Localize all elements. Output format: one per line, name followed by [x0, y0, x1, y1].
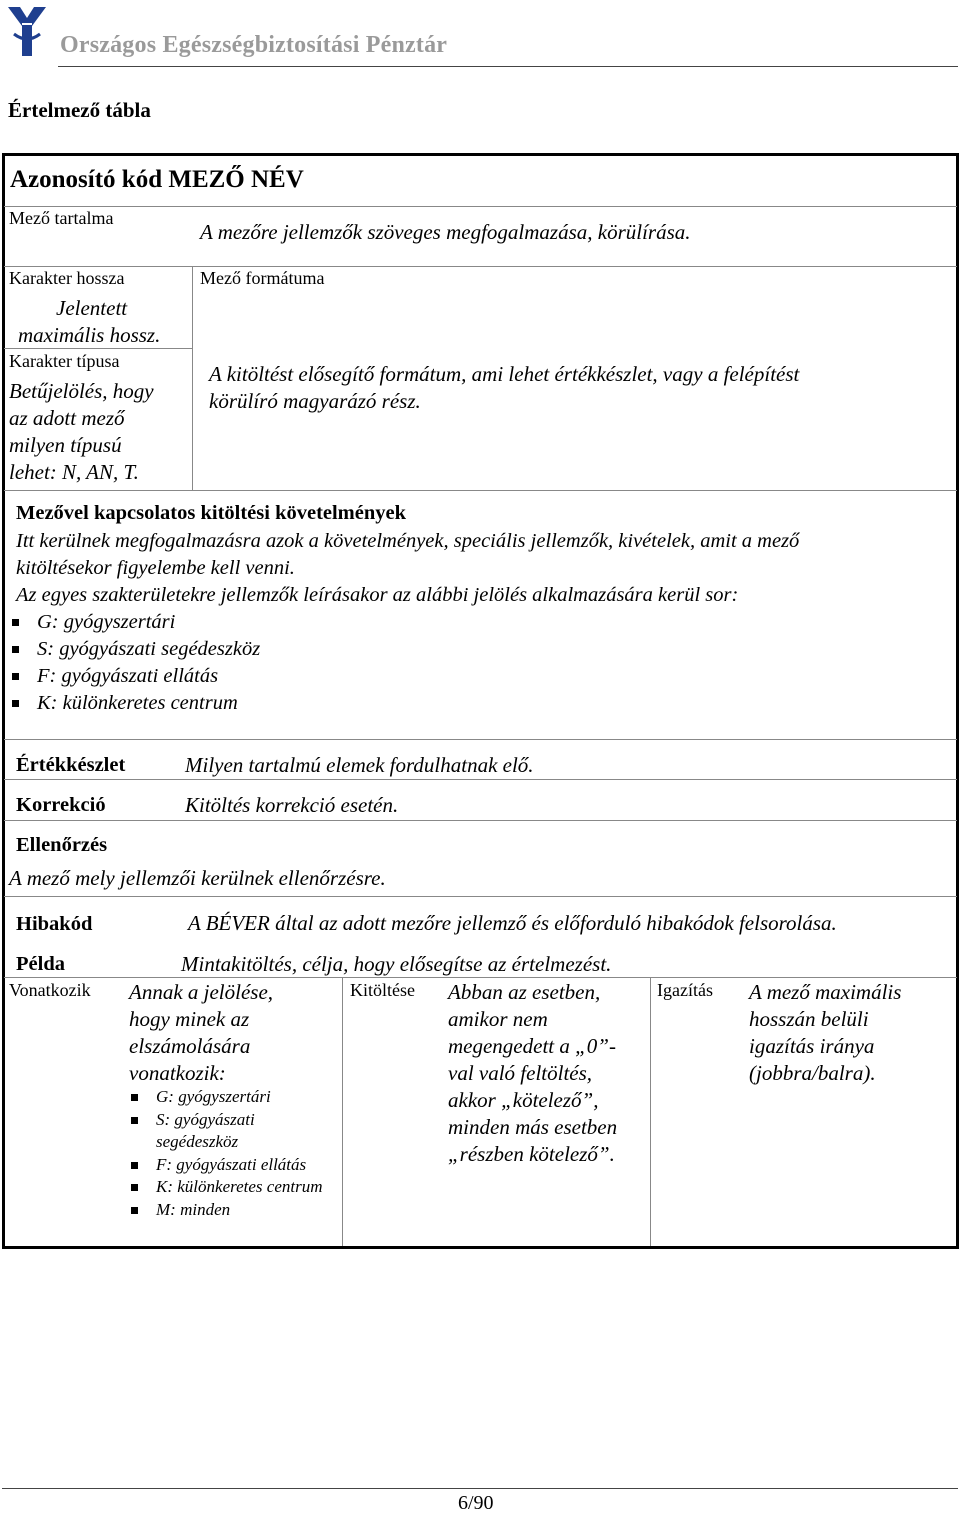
field-content-value: A mezőre jellemzők szöveges megfogalmazása, körülírása.: [200, 220, 691, 244]
field-content-label: Mező tartalma: [9, 208, 114, 228]
row-divider: [4, 739, 957, 740]
applies-to-line: vonatkozik:: [129, 1061, 226, 1085]
requirements-line: Az egyes szakterületekre jellemzők leírásakor az alábbi jelölés alkalmazására kerül sor:: [16, 584, 739, 606]
fill-line: minden más esetben: [448, 1115, 618, 1139]
list-item: S: gyógyászati segédeszköz: [10, 636, 610, 663]
check-label: Ellenőrzés: [16, 834, 108, 856]
char-type-line: Betűjelölés, hogy: [9, 379, 154, 403]
example-value: Mintakitöltés, célja, hogy elősegítse az értelmezést.: [181, 952, 612, 976]
alignment-line: (jobbra/balra).: [749, 1061, 876, 1085]
correction-label: Korrekció: [16, 794, 106, 816]
field-format-line: A kitöltést elősegítő formátum, ami lehet értékkészlet, vagy a felépítést: [209, 362, 800, 386]
error-code-value: A BÉVER által az adott mezőre jellemző és előforduló hibakódok felsorolása.: [188, 911, 837, 935]
column-divider: [650, 977, 651, 1246]
char-type-line: milyen típusú: [9, 433, 122, 457]
alignment-label: Igazítás: [657, 980, 713, 1000]
char-type-line: lehet: N, AN, T.: [9, 460, 139, 484]
requirements-title: Mezővel kapcsolatos kitöltési követelmények: [16, 502, 407, 524]
applies-to-line: Annak a jelölése,: [129, 980, 274, 1004]
table-title: Azonosító kód MEZŐ NÉV: [10, 166, 304, 193]
check-value: A mező mely jellemzői kerülnek ellenőrzésre.: [9, 866, 386, 890]
fill-line: akkor „kötelező”,: [448, 1088, 599, 1112]
applies-to-line: elszámolására: [129, 1034, 251, 1058]
organization-name: Országos Egészségbiztosítási Pénztár: [60, 32, 448, 58]
list-item: F: gyógyászati ellátás: [10, 663, 610, 690]
fill-line: megengedett a „0”-: [448, 1034, 616, 1058]
alignment-line: hosszán belüli: [749, 1007, 869, 1031]
list-item: K: különkeretes centrum: [10, 690, 610, 717]
field-format-label: Mező formátuma: [200, 268, 325, 288]
list-item: G: gyógyszertári: [10, 609, 610, 636]
list-item: K: különkeretes centrum: [129, 1176, 339, 1199]
row-divider: [4, 490, 957, 491]
row-divider: [4, 266, 957, 267]
row-divider: [4, 348, 192, 349]
list-item: G: gyógyszertári: [129, 1086, 339, 1109]
applies-to-line: hogy minek az: [129, 1007, 250, 1031]
column-divider: [342, 977, 343, 1246]
char-type-line: az adott mező: [9, 406, 125, 430]
alignment-line: A mező maximális: [749, 980, 902, 1004]
requirements-line: kitöltésekor figyelembe kell venni.: [16, 557, 295, 579]
applies-to-list: [129, 1086, 339, 1221]
row-divider: [4, 896, 957, 897]
row-divider: [4, 206, 957, 207]
char-length-label: Karakter hossza: [9, 268, 125, 288]
example-label: Példa: [16, 953, 65, 975]
char-type-label: Karakter típusa: [9, 351, 120, 371]
list-item: S: gyógyászati segédeszköz: [129, 1109, 339, 1154]
list-item: F: gyógyászati ellátás: [129, 1154, 339, 1177]
footer-divider: [2, 1488, 958, 1489]
header-divider: [58, 66, 958, 67]
page-number: 6/90: [458, 1492, 494, 1514]
value-set-label: Értékkészlet: [16, 754, 126, 776]
fill-line: „részben kötelező”.: [448, 1142, 615, 1166]
oep-logo-icon: [6, 4, 48, 60]
fill-line: amikor nem: [448, 1007, 548, 1031]
alignment-line: igazítás iránya: [749, 1034, 875, 1058]
fill-label: Kitöltése: [350, 980, 415, 1000]
value-set-value: Milyen tartalmú elemek fordulhatnak elő.: [185, 753, 534, 777]
char-length-value-1: Jelentett: [56, 296, 128, 320]
requirements-list: [10, 609, 610, 717]
fill-line: val való feltöltés,: [448, 1061, 593, 1085]
char-length-value-2: maximális hossz.: [18, 323, 161, 347]
row-divider: [4, 779, 957, 780]
page-title: Értelmező tábla: [8, 98, 151, 122]
column-divider: [192, 266, 193, 490]
field-format-line: körülíró magyarázó rész.: [209, 389, 421, 413]
requirements-line: Itt kerülnek megfogalmazásra azok a követelmények, speciális jellemzők, kivételek, amit a mező: [16, 530, 800, 552]
list-item: M: minden: [129, 1199, 339, 1222]
correction-value: Kitöltés korrekció esetén.: [185, 793, 399, 817]
fill-line: Abban az esetben,: [448, 980, 601, 1004]
error-code-label: Hibakód: [16, 913, 93, 935]
row-divider: [4, 820, 957, 821]
applies-to-label: Vonatkozik: [9, 980, 91, 1000]
row-divider: [4, 977, 957, 978]
